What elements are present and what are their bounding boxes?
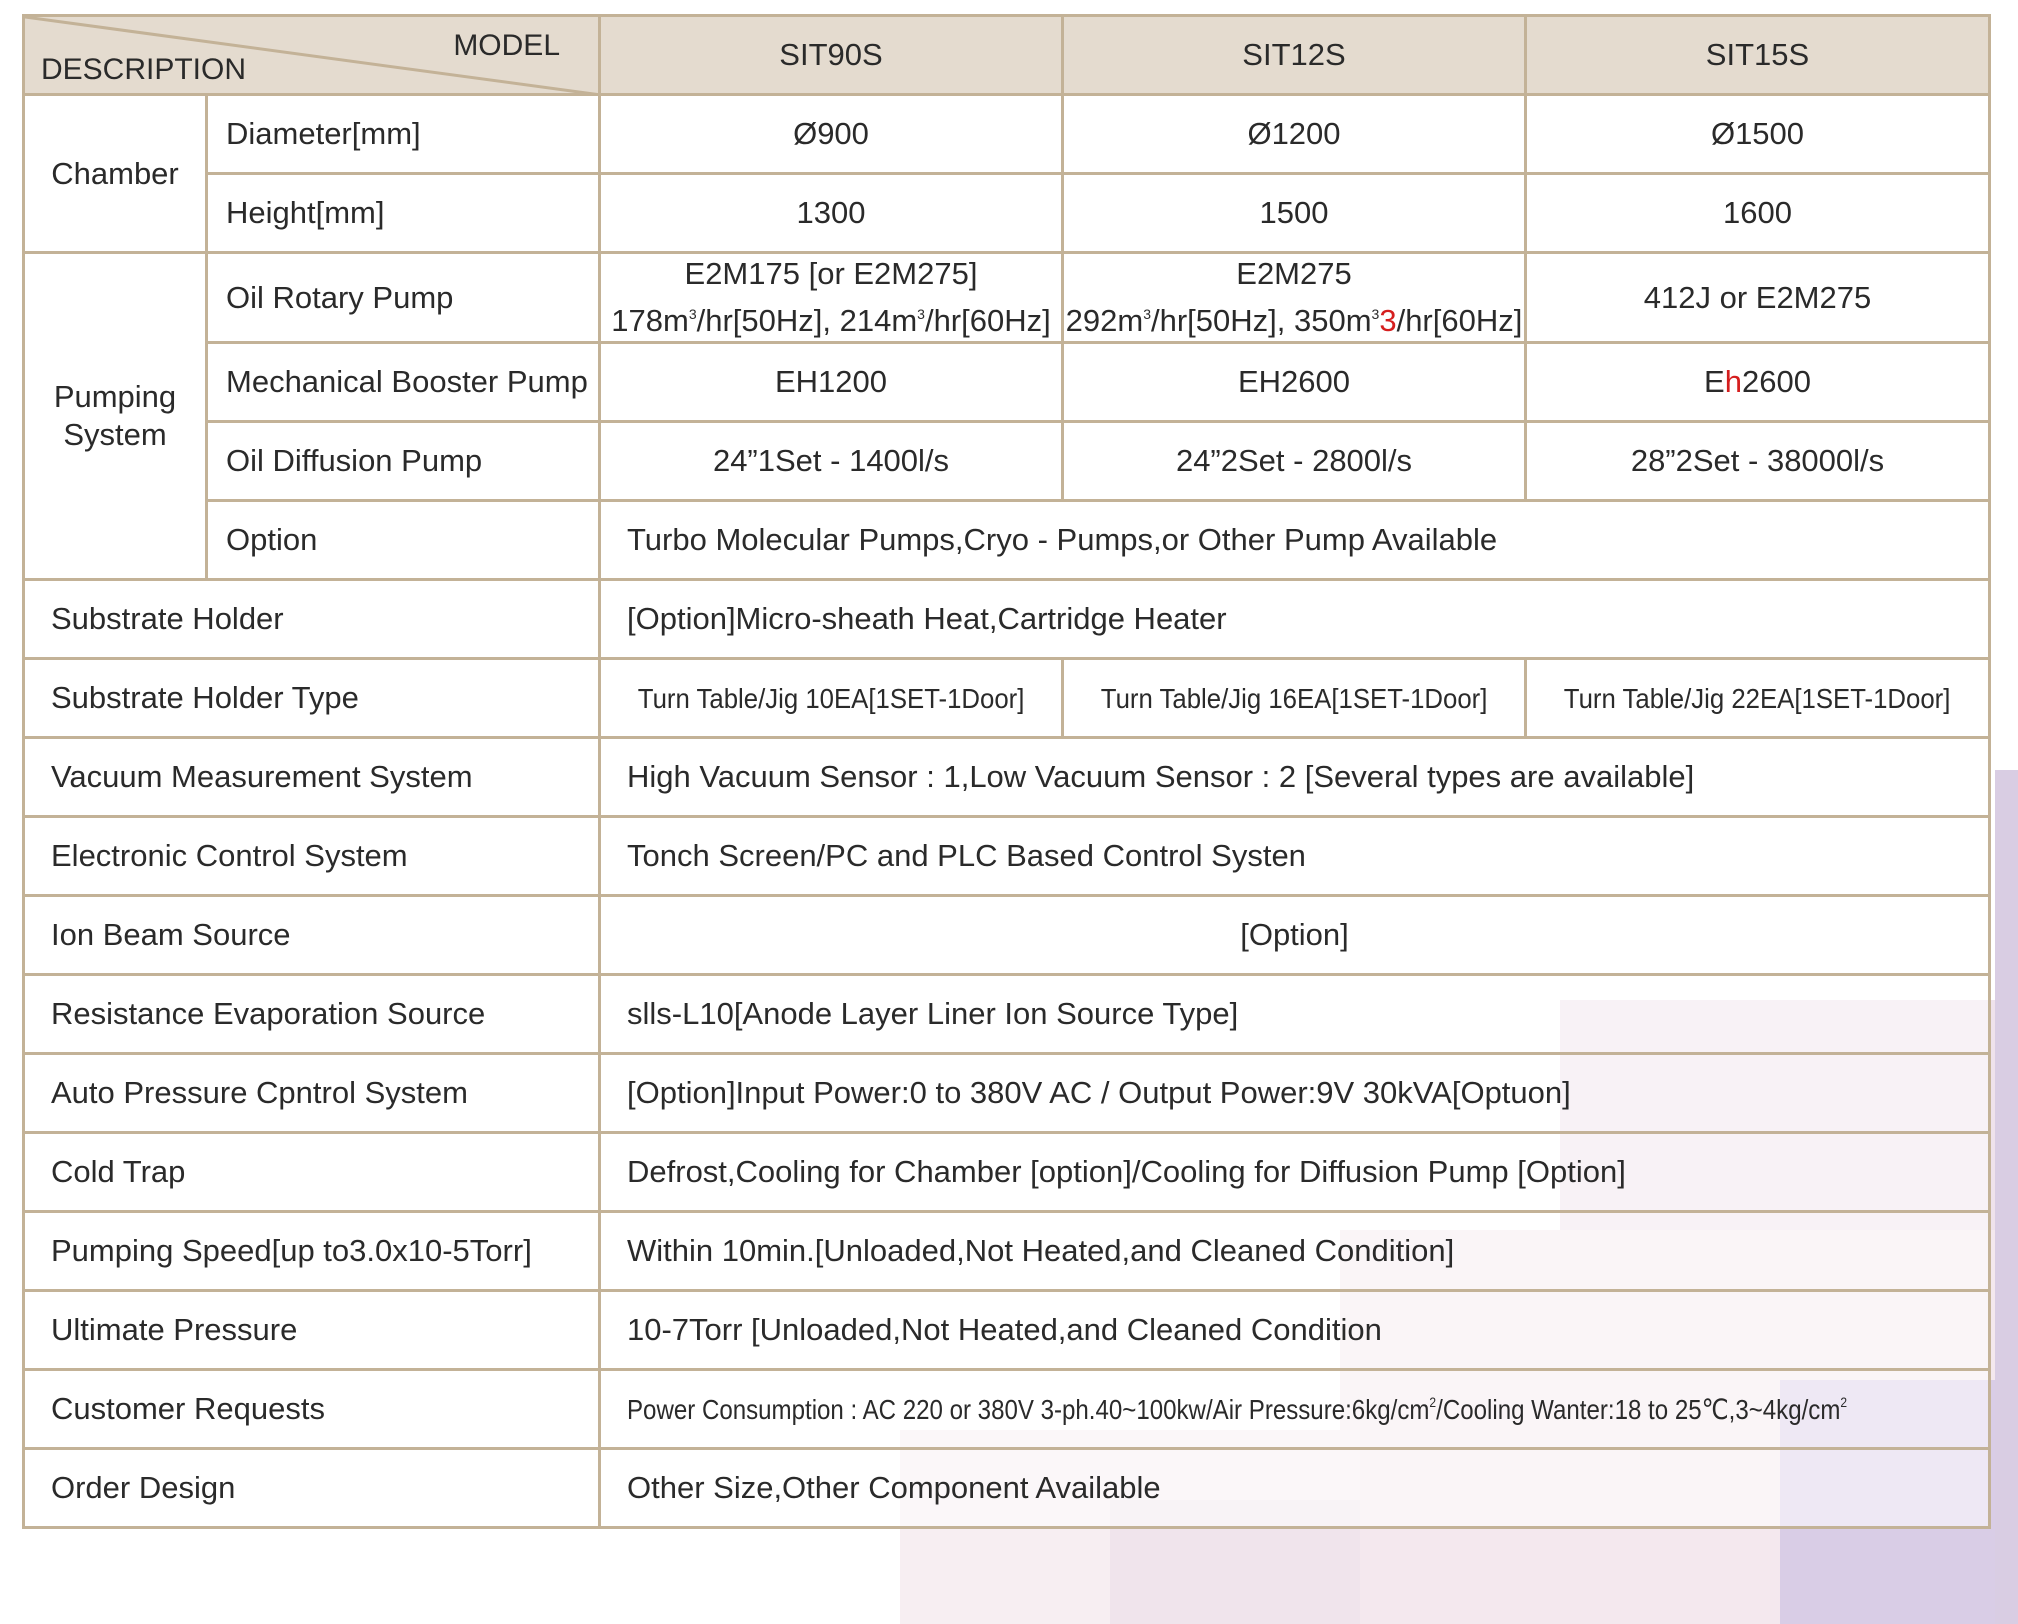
value-cell: Ø1500	[1526, 95, 1990, 174]
rotary-sit12s-line1: E2M275	[1236, 256, 1352, 291]
value-cell: 28”2Set - 38000l/s	[1526, 422, 1990, 501]
table-row	[24, 1449, 1990, 1528]
table-row	[24, 501, 1990, 580]
value-cell	[600, 1370, 1990, 1449]
description-model-corner-cell	[24, 16, 600, 95]
holder-type-text: Turn Table/Jig 10EA[1SET-1Door]	[637, 683, 1025, 714]
booster-sit15s-text: E	[1704, 364, 1725, 399]
table-row	[24, 580, 1990, 659]
superscript: 2	[1840, 1394, 1848, 1410]
table-row	[24, 659, 1990, 738]
description-header-label: DESCRIPTION	[41, 53, 247, 86]
value-cell: 412J or E2M275	[1526, 253, 1990, 343]
booster-sit15s-text: 2600	[1741, 364, 1811, 399]
table-row	[24, 1212, 1990, 1291]
table-row	[24, 253, 1990, 343]
table-row	[24, 174, 1990, 253]
value-cell: Tonch Screen/PC and PLC Based Control Systen	[600, 817, 1990, 896]
table-row	[24, 1133, 1990, 1212]
customer-requests-text	[627, 1393, 1847, 1426]
row-label: Substrate Holder Type	[24, 659, 600, 738]
rotary-sit12s-text: /hr[50Hz], 350m	[1150, 303, 1372, 338]
row-label: Oil Diffusion Pump	[207, 422, 600, 501]
value-cell: Defrost,Cooling for Chamber [option]/Cooling for Diffusion Pump [Option]	[600, 1133, 1990, 1212]
value-cell	[1526, 659, 1990, 738]
value-cell: slls-L10[Anode Layer Liner Ion Source Type]	[600, 975, 1990, 1054]
value-cell: 1500	[1063, 174, 1526, 253]
value-cell: [Option]Input Power:0 to 380V AC / Output Power:9V 30kVA[Optuon]	[600, 1054, 1990, 1133]
model-header-sit90s: SIT90S	[600, 16, 1063, 95]
table-row	[24, 896, 1990, 975]
customer-requests-part: Power Consumption : AC 220 or 380V 3-ph.40~100kw/Air Pressure:6kg/cm	[627, 1394, 1430, 1425]
table-row	[24, 738, 1990, 817]
chamber-group-label: Chamber	[24, 95, 207, 253]
value-cell: 24”2Set - 2800l/s	[1063, 422, 1526, 501]
value-cell	[1063, 253, 1526, 343]
red-highlight-text: h	[1724, 364, 1742, 399]
row-label: Option	[207, 501, 600, 580]
table-row	[24, 1291, 1990, 1370]
row-label: Pumping Speed[up to3.0x10-5Torr]	[24, 1212, 600, 1291]
value-cell: Turbo Molecular Pumps,Cryo - Pumps,or Other Pump Available	[600, 501, 1990, 580]
value-cell	[1526, 343, 1990, 422]
holder-type-text: Turn Table/Jig 16EA[1SET-1Door]	[1100, 683, 1488, 714]
rotary-sit12s-text: /hr[60Hz]	[1396, 303, 1523, 338]
row-label: Mechanical Booster Pump	[207, 343, 600, 422]
superscript: 3	[917, 306, 925, 322]
superscript: 3	[688, 306, 697, 322]
value-cell: 10-7Torr [Unloaded,Not Heated,and Cleaned Condition	[600, 1291, 1990, 1370]
header-row	[24, 16, 1990, 95]
value-cell: Ø900	[600, 95, 1063, 174]
specification-table	[22, 14, 1991, 1529]
row-label: Diameter[mm]	[207, 95, 600, 174]
pumping-group-line2: System	[63, 417, 167, 452]
table-row	[24, 1054, 1990, 1133]
table-row	[24, 1370, 1990, 1449]
red-highlight-text: 3	[1379, 303, 1397, 338]
superscript: 3	[1143, 306, 1151, 322]
value-cell: Other Size,Other Component Available	[600, 1449, 1990, 1528]
rotary-sit12s-text: 292m	[1065, 303, 1144, 338]
model-header-label: MODEL	[453, 29, 560, 62]
pumping-group-line1: Pumping	[53, 379, 177, 414]
rotary-sit90s-text: 178m	[611, 303, 689, 338]
row-label: Cold Trap	[24, 1133, 600, 1212]
value-cell: 1300	[600, 174, 1063, 253]
model-header-sit15s: SIT15S	[1526, 16, 1990, 95]
row-label: Ultimate Pressure	[24, 1291, 600, 1370]
row-label: Resistance Evaporation Source	[24, 975, 600, 1054]
table-row	[24, 975, 1990, 1054]
table-row	[24, 422, 1990, 501]
value-cell: Ø1200	[1063, 95, 1526, 174]
model-header-sit12s: SIT12S	[1063, 16, 1526, 95]
rotary-sit90s-line1: E2M175 [or E2M275]	[684, 256, 978, 291]
value-cell	[600, 253, 1063, 343]
value-cell: 1600	[1526, 174, 1990, 253]
row-label: Vacuum Measurement System	[24, 738, 600, 817]
value-cell: 24”1Set - 1400l/s	[600, 422, 1063, 501]
rotary-sit90s-text: /hr[60Hz]	[924, 303, 1051, 338]
value-cell: Within 10min.[Unloaded,Not Heated,and Cleaned Condition]	[600, 1212, 1990, 1291]
value-cell	[1063, 659, 1526, 738]
value-cell: [Option]Micro-sheath Heat,Cartridge Heater	[600, 580, 1990, 659]
table-row	[24, 343, 1990, 422]
value-cell	[600, 659, 1063, 738]
value-cell: [Option]	[600, 896, 1990, 975]
table-row	[24, 817, 1990, 896]
superscript: 3	[1371, 306, 1380, 322]
row-label: Electronic Control System	[24, 817, 600, 896]
row-label: Order Design	[24, 1449, 600, 1528]
superscript: 2	[1429, 1394, 1437, 1410]
row-label: Oil Rotary Pump	[207, 253, 600, 343]
customer-requests-part: /Cooling Wanter:18 to 25℃,3~4kg/cm	[1436, 1394, 1841, 1425]
row-label: Customer Requests	[24, 1370, 600, 1449]
holder-type-text: Turn Table/Jig 22EA[1SET-1Door]	[1564, 683, 1951, 714]
table-row	[24, 95, 1990, 174]
decorative-background-block	[1995, 770, 2018, 1624]
pumping-system-group-label	[24, 253, 207, 580]
row-label: Auto Pressure Cpntrol System	[24, 1054, 600, 1133]
row-label: Height[mm]	[207, 174, 600, 253]
value-cell: EH2600	[1063, 343, 1526, 422]
row-label: Substrate Holder	[24, 580, 600, 659]
value-cell: High Vacuum Sensor : 1,Low Vacuum Sensor : 2 [Several types are available]	[600, 738, 1990, 817]
value-cell: EH1200	[600, 343, 1063, 422]
row-label: Ion Beam Source	[24, 896, 600, 975]
rotary-sit90s-text: /hr[50Hz], 214m	[696, 303, 918, 338]
